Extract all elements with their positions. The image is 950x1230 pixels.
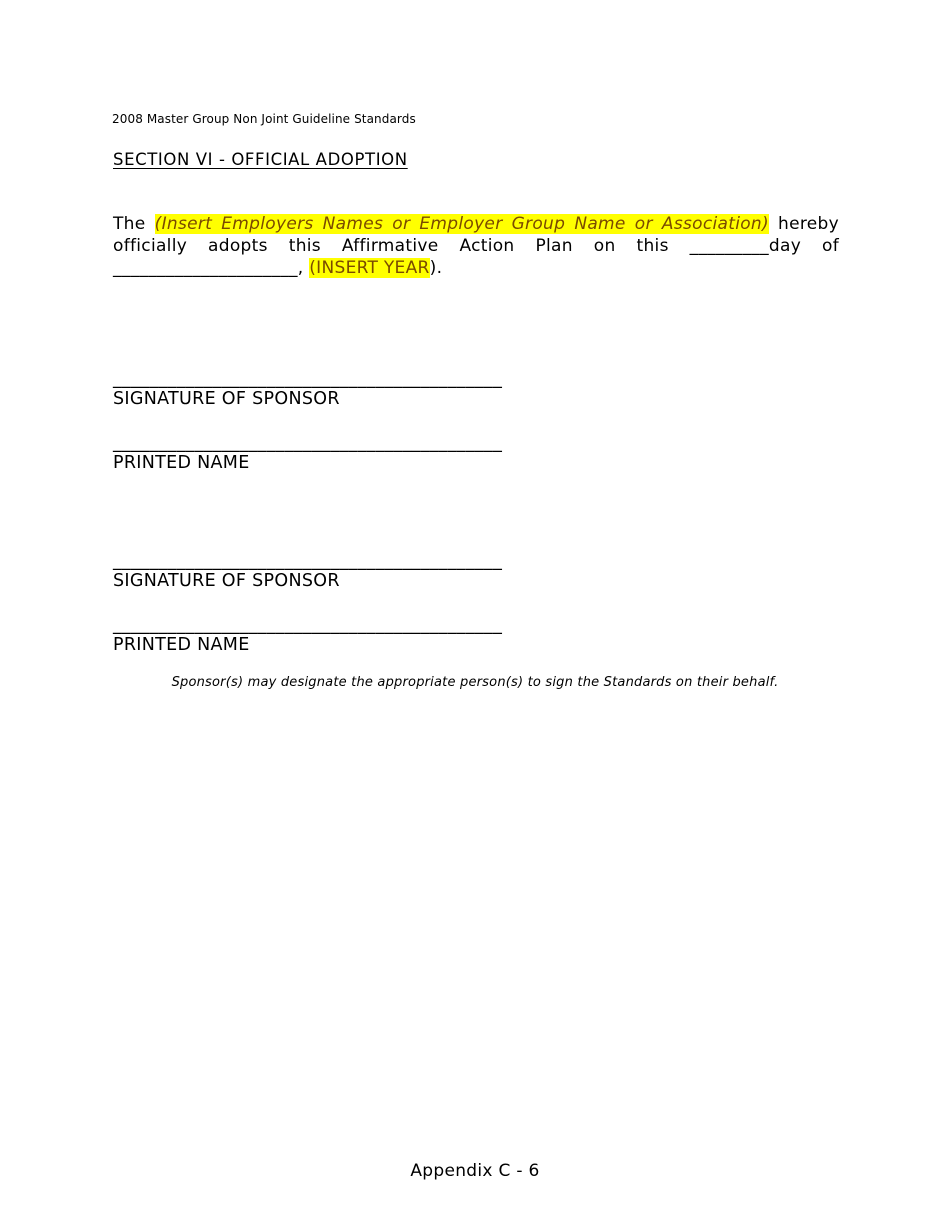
signature-label: SIGNATURE OF SPONSOR [113,389,340,409]
document-header: 2008 Master Group Non Joint Guideline Standards [112,112,416,126]
adoption-line-3 [113,257,839,279]
year-placeholder-close: ) [429,258,437,278]
month-blank: _____________________, [113,258,310,278]
page-footer: Appendix C - 6 [410,1161,540,1181]
designation-note: Sponsor(s) may designate the appropriate person(s) to sign the Standards on their behalf. [171,675,779,690]
printed-name-label: PRINTED NAME [113,453,250,473]
signature-line: ___________________________________________ [113,369,503,389]
printed-name-block-2 [113,616,502,656]
adoption-line-1-suffix: hereby [768,214,839,234]
adoption-line-3-suffix: . [436,258,443,278]
adoption-line-1-prefix: The [113,214,155,234]
adoption-line-1 [113,213,839,235]
adoption-line-2: officially adopts this Affirmative Action Plan on this _________day of [113,236,839,256]
section-title: SECTION VI - OFFICIAL ADOPTION [113,150,408,169]
signature-block-sponsor-2 [113,552,502,592]
adoption-paragraph [113,213,839,279]
printed-name-label: PRINTED NAME [113,635,250,655]
signature-line: ___________________________________________ [113,551,503,571]
year-placeholder: (INSERT YEAR [309,258,430,278]
signature-block-sponsor-1 [113,370,502,410]
signature-label: SIGNATURE OF SPONSOR [113,571,340,591]
printed-name-line: ___________________________________________ [113,433,503,453]
printed-name-line: ___________________________________________ [113,615,503,635]
employer-name-placeholder: (Insert Employers Names or Employer Group Name or Association) [154,214,769,234]
printed-name-block-1 [113,434,502,474]
